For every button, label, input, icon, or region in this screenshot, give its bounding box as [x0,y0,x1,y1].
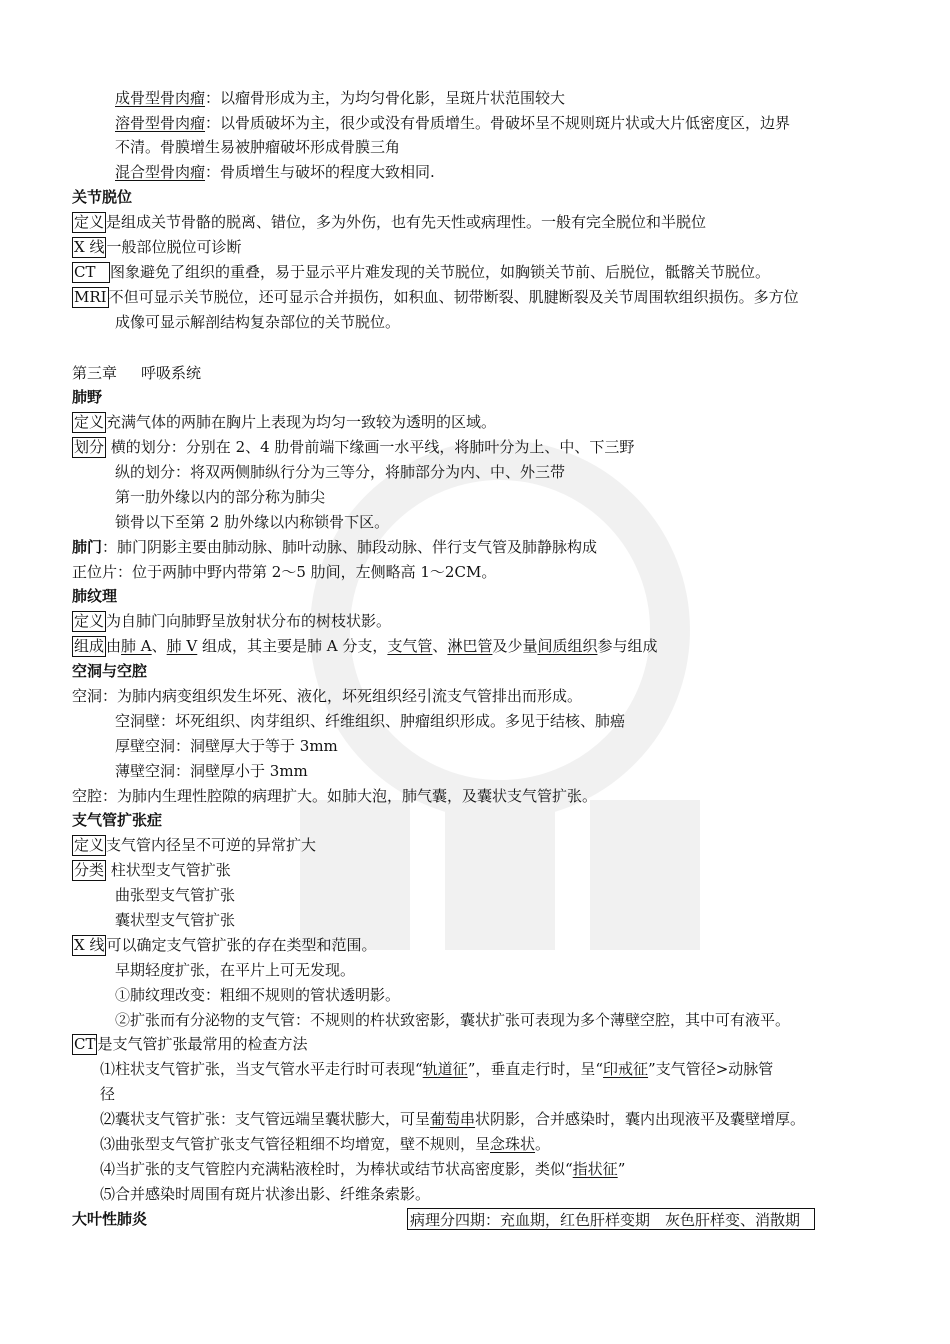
def-tag: 定义 [74,612,105,630]
lytic-type-line-2: 不清。骨膜增生易被肿瘤破坏形成骨膜三角 [115,138,401,156]
cls-tag: 分类 [74,861,105,879]
comp-tag: 组成 [74,637,105,655]
bronchiectasis-xray: X 线 可以确定支气管扩张的存在类型和范围。 [74,936,377,954]
osteo-type-line: 成骨型骨肉瘤：以瘤骨形成为主，为均匀骨化影，呈斑片状范围较大 [115,89,566,107]
cavity-thin: 薄壁空洞：洞壁厚小于 3mm [115,762,308,780]
bronchiectasis-ct-3: ⑶曲张型支气管扩张支气管径粗细不均增宽，壁不规则，呈念珠状。 [100,1135,551,1153]
bronchiectasis-title: 支气管扩张症 [72,811,163,829]
lung-field-div-3: 第一肋外缘以内的部分称为肺尖 [115,488,326,506]
hilum-line: 肺门：肺门阴影主要由肺动脉、肺叶动脉、肺段动脉、伴行支气管及肺静脉构成 [72,538,598,556]
def-tag: 定义 [74,213,105,231]
mri-tag: MRI [74,288,107,306]
bronchiectasis-cls: 分类 柱状型支气管扩张 [74,861,231,879]
def-tag: 定义 [74,836,105,854]
bronchiectasis-ct-1b: 径 [100,1085,116,1103]
cavity-thick: 厚壁空洞：洞壁厚大于等于 3mm [115,737,338,755]
lung-field-title: 肺野 [72,388,103,406]
bronchiectasis-ct-2: ⑵囊状支气管扩张：支气管远端呈囊状膨大，可呈葡萄串状阴影，合并感染时，囊内出现液平及囊壁增厚。 [100,1110,806,1128]
bronchiectasis-ct: CT 是支气管扩张最常用的检查方法 [74,1035,308,1053]
lung-markings-comp: 组成 由肺 A、肺 V 组成，其主要是肺 A 分支，支气管、淋巴管及少量间质组织参与组成 [74,637,658,655]
cavity-wall: 空洞壁：坏死组织、肉芽组织、纤维组织、肿瘤组织形成。多见于结核、肺癌 [115,712,626,730]
xray-tag: X 线 [74,936,105,954]
lytic-type-line: 溶骨型骨肉瘤：以骨质破坏为主，很少或没有骨质增生。骨破坏呈不规则斑片状或大片低密度区，边界 [115,114,791,132]
dislocation-xray: X 线 一般部位脱位可诊断 [74,238,242,256]
dislocation-title: 关节脱位 [72,188,133,206]
dislocation-def: 定义 是组成关节骨骼的脱离、错位，多为外伤，也有先天性或病理性。一般有完全脱位和半脱位 [74,213,707,231]
lung-field-def: 定义 充满气体的两肺在胸片上表现为均匀一致较为透明的区域。 [74,413,497,431]
ct-tag: CT [72,262,110,283]
lung-field-div-4: 锁骨以下至第 2 肋外缘以内称锁骨下区。 [115,513,390,531]
bronchiectasis-def: 定义 支气管内径呈不可逆的异常扩大 [74,836,317,854]
dislocation-mri-2: 成像可显示解剖结构复杂部位的关节脱位。 [115,313,401,331]
bronchiectasis-ct-4: ⑷当扩张的支气管腔内充满粘液栓时，为棒状或结节状高密度影，类似“指状征” [100,1160,626,1178]
pathology-stage-box: 病理分四期：充血期，红色肝样变期 灰色肝样变、消散期 [407,1208,815,1230]
xray-tag: X 线 [74,238,105,256]
bronchiectasis-ct-1: ⑴柱状支气管扩张，当支气管水平走行时可表现“轨道征”，垂直走行时，呈“印戒征”支气管径>动脉管 [100,1060,774,1078]
chapter-heading: 第三章 呼吸系统 [72,364,202,382]
dislocation-ct: CT 图象避免了组织的重叠，易于显示平片难发现的关节脱位，如胸锁关节前、后脱位，骶髂关节脱位。 [74,263,771,281]
cavity-def: 空洞：为肺内病变组织发生坏死、液化，坏死组织经引流支气管排出而形成。 [72,687,583,705]
cavity-space: 空腔：为肺内生理性腔隙的病理扩大。如肺大泡，肺气囊，及囊状支气管扩张。 [72,787,598,805]
bronchiectasis-ct-5: ⑸合并感染时周围有斑片状渗出影、纤维条索影。 [100,1185,431,1203]
lung-markings-def: 定义 为自肺门向肺野呈放射状分布的树枝状影。 [74,612,392,630]
ct-tag: CT [74,1035,96,1053]
lung-field-div: 划分 横的划分：分别在 2、4 肋骨前端下缘画一水平线，将肺叶分为上、中、下三野 [74,438,635,456]
dislocation-mri: MRI 不但可显示关节脱位，还可显示合并损伤，如积血、韧带断裂、肌腱断裂及关节周围软组织损伤。多方位 [74,288,799,306]
lytic-type-term: 溶骨型骨肉瘤 [115,114,206,132]
lobar-pneumonia-title: 大叶性肺炎 [72,1210,148,1228]
bronchiectasis-cls-3: 囊状型支气管扩张 [115,911,236,929]
def-tag: 定义 [74,413,105,431]
bronchiectasis-xray-2: ②扩张而有分泌物的支气管：不规则的杵状致密影，囊状扩张可表现为多个薄壁空腔，其中可有液平。 [115,1011,791,1029]
bronchiectasis-xray-early: 早期轻度扩张，在平片上可无发现。 [115,961,356,979]
div-tag: 划分 [74,438,105,456]
lung-field-div-2: 纵的划分：将双两侧肺纵行分为三等分，将肺部分为内、中、外三带 [115,463,566,481]
hilum-frontal: 正位片：位于两肺中野内带第 2～5 肋间，左侧略高 1～2CM。 [72,563,497,581]
lung-markings-title: 肺纹理 [72,587,118,605]
bronchiectasis-cls-2: 曲张型支气管扩张 [115,886,236,904]
osteo-type-term: 成骨型骨肉瘤 [115,89,206,107]
mixed-type-line: 混合型骨肉瘤：骨质增生与破坏的程度大致相同. [115,163,435,181]
cavity-title: 空洞与空腔 [72,662,148,680]
bronchiectasis-xray-1: ①肺纹理改变：粗细不规则的管状透明影。 [115,986,401,1004]
mixed-type-term: 混合型骨肉瘤 [115,163,206,181]
